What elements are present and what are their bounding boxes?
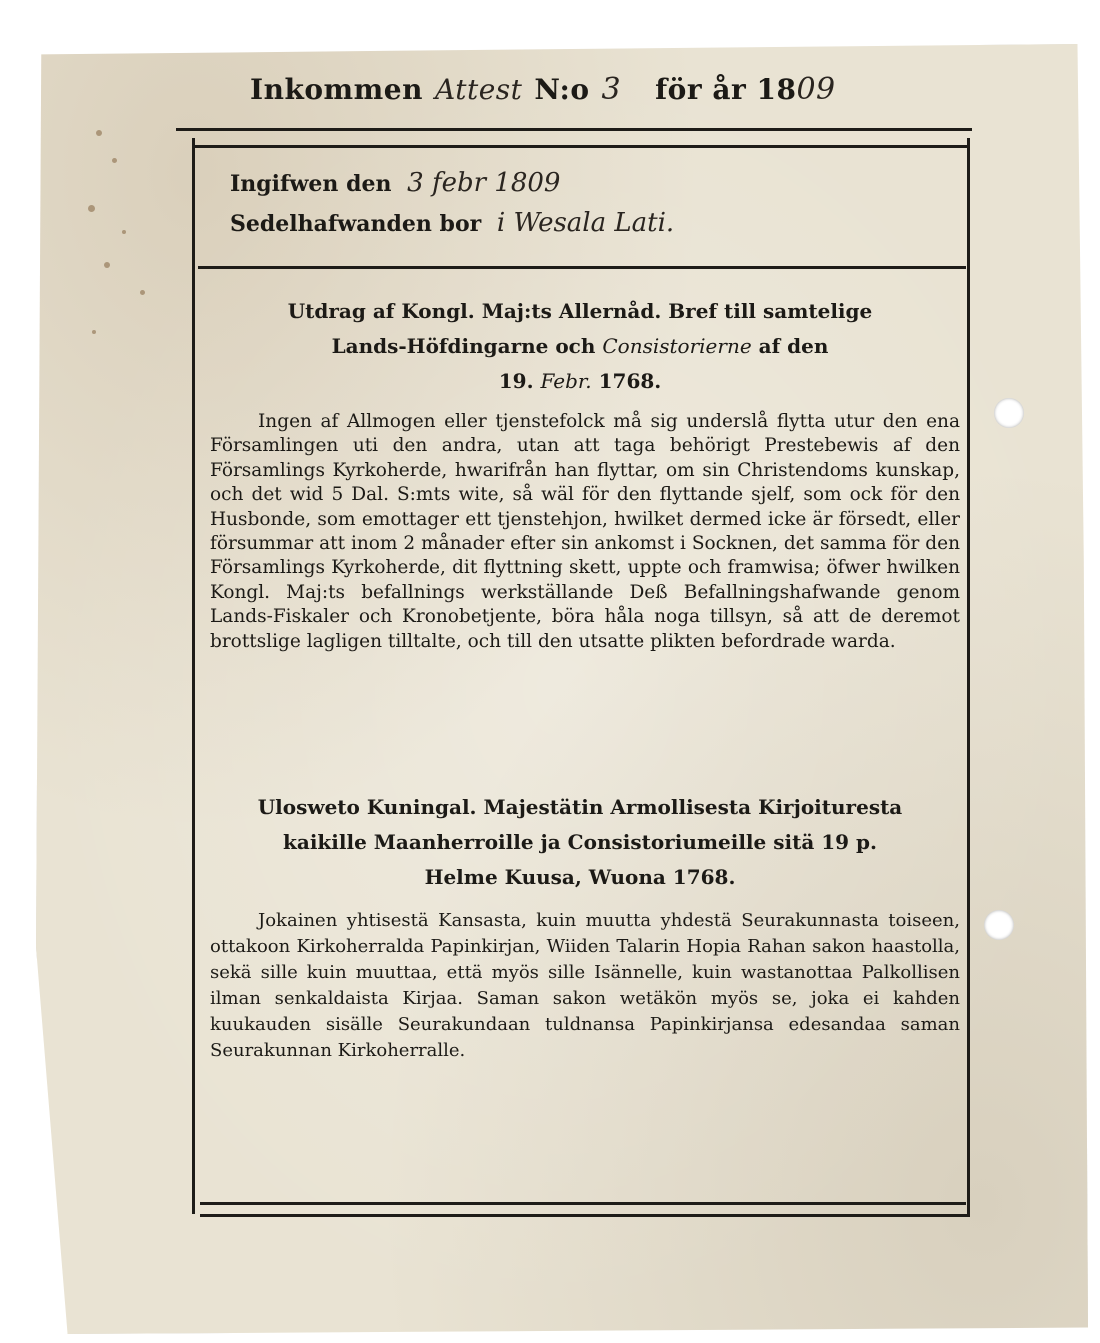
sedelhafwanden-label: Sedelhafwanden bor: [230, 211, 482, 237]
finnish-heading-line2: kaikille Maanherroille ja Consistoriumeille sitä 19 p.: [283, 830, 877, 854]
finnish-body: Jokainen yhtisestä Kansasta, kuin muutta yhdestä Seurakunnasta toiseen, ottakoon Kirkoherralda Papinkirjan, Wiiden Talarin Hopia Rahan sakon haastolla, sekä sille kuin muuttaa, että myös sille Isännelle, kuin wastanottaa Palkollisen ilman senkaldaista Kirjaa. Saman sakon wetäkön myös se, joka ei kahden kuukauden sisälle Seurakundaan tuldnansa Papinkirjansa edesandaa saman Seurakunnan Kirkoherralle.: [210, 910, 960, 1061]
frame-bottom-rule: [200, 1202, 966, 1205]
attest-header: [250, 72, 930, 107]
header-year-value: 09: [796, 72, 836, 107]
punch-hole: [994, 398, 1024, 428]
fields-divider-rule: [198, 266, 966, 269]
swedish-heading-line3-a: 19.: [498, 369, 534, 393]
header-year-label: för år 18: [655, 73, 797, 106]
swedish-heading-line3-b: Febr.: [540, 369, 592, 393]
finnish-heading-line3: Helme Kuusa, Wuona 1768.: [424, 865, 736, 889]
swedish-heading-line2: [200, 329, 960, 364]
outer-bottom-rule: [200, 1214, 970, 1217]
header-rule: [176, 128, 972, 131]
swedish-heading-line3: [200, 364, 960, 399]
swedish-heading-line3-c: 1768.: [598, 369, 662, 393]
header-number-value: 3: [601, 72, 622, 107]
foxing-stain: [104, 262, 110, 268]
ingifwen-field: [230, 168, 560, 198]
ingifwen-label: Ingifwen den: [230, 171, 392, 197]
swedish-heading-line2-a: Lands-Höfdingarne och: [331, 334, 596, 358]
foxing-stain: [88, 205, 95, 212]
finnish-heading: [200, 790, 960, 895]
header-number-label: N:o: [534, 73, 590, 106]
foxing-stain: [96, 130, 102, 136]
finnish-heading-line1: Ulosweto Kuningal. Majestätin Armollisesta Kirjoituresta: [257, 795, 903, 819]
foxing-stain: [122, 230, 126, 234]
swedish-body: Ingen af Allmogen eller tjenstefolck må sig underslå flytta utur den ena Församlingen uti den andra, utan att taga behörigt Prestebewis af den Församlings Kyrkoherde, hwarifrån han flyttar, om sin Christendoms kunskap, och det wid 5 Dal. S:mts wite, så wäl för den flyttande sjelf, som ock för den Husbonde, som emottager ett tjenstehjon, hwilket dermed icke är försedt, eller försummar att inom 2 månader efter sin ankomst i Socknen, det samma för den Församlings Kyrkoherde, dit flyttning skett, uppte och framwisa; öfwer hwilken Kongl. Maj:ts befallnings werkställande Deß Befallningshafwande genom Lands-Fiskaler och Kronobetjente, böra håla noga tillsyn, så att de deremot brottslige lagligen tilltalte, och till den utsatte plikten befordrade warda.: [210, 411, 960, 652]
foxing-stain: [112, 158, 117, 163]
sedelhafwanden-field: [230, 208, 674, 238]
ingifwen-value: 3 febr 1809: [407, 168, 561, 198]
sedelhafwanden-value: i Wesala Lati.: [496, 208, 675, 238]
swedish-heading-line2-b: Consistorierne: [602, 334, 752, 358]
swedish-heading-line1: Utdrag af Kongl. Maj:ts Allernåd. Bref till samtelige: [287, 299, 873, 323]
punch-hole: [984, 910, 1014, 940]
frame-top-rule: [192, 145, 967, 148]
foxing-stain: [140, 290, 145, 295]
swedish-heading-line2-c: af den: [758, 334, 829, 358]
swedish-heading: [200, 294, 960, 399]
header-prefix: Inkommen: [250, 73, 423, 106]
header-attest-word: Attest: [434, 73, 523, 106]
foxing-stain: [92, 330, 96, 334]
